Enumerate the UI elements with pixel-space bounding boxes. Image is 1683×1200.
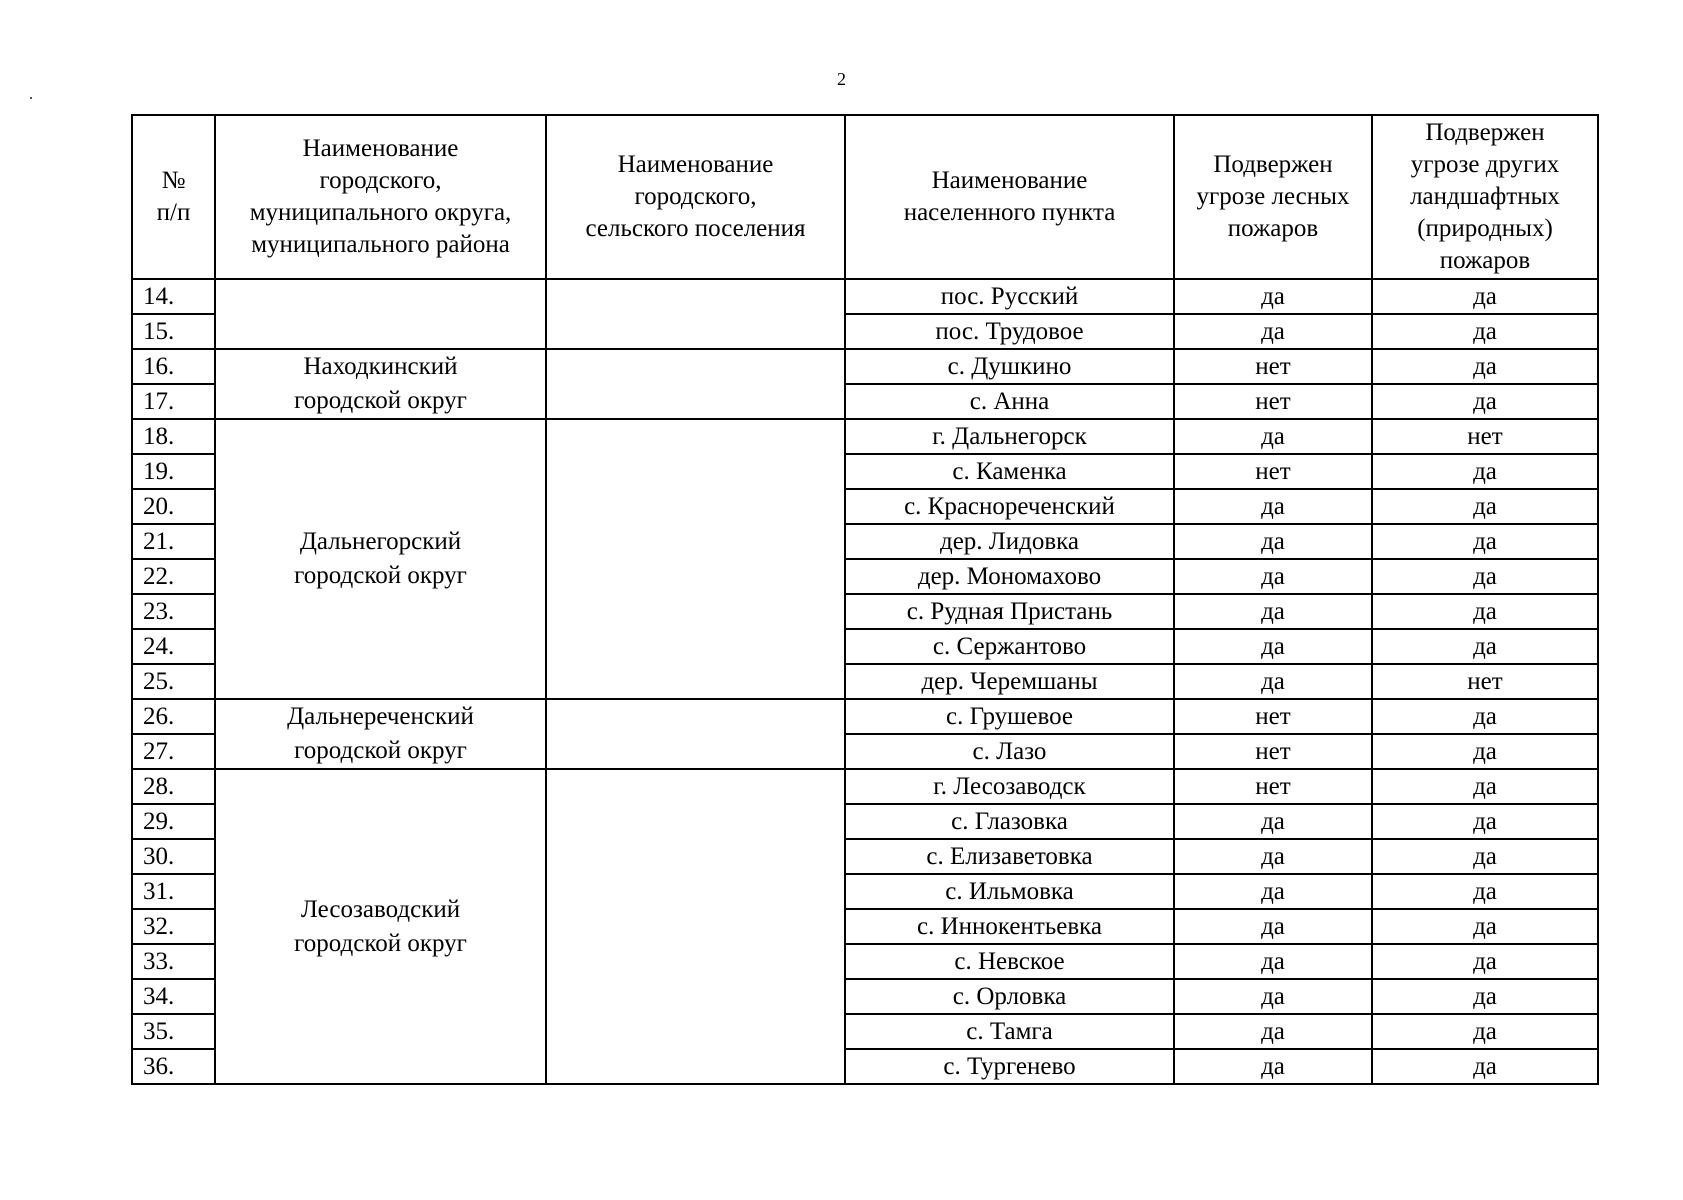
table-row <box>132 419 1598 454</box>
locality-name: пос. Трудовое <box>845 314 1174 349</box>
settlement-name <box>546 349 845 419</box>
forest-fire-threat: да <box>1174 839 1372 874</box>
row-number: 18. <box>132 419 215 454</box>
district-name-line: городской округ <box>294 737 467 764</box>
locality-name: с. Лазо <box>845 734 1174 769</box>
row-number: 31. <box>132 874 215 909</box>
header-line: № <box>161 167 186 194</box>
locality-name: пос. Русский <box>845 279 1174 314</box>
landscape-fire-threat: да <box>1372 594 1598 629</box>
page-number: 2 <box>837 69 846 89</box>
landscape-fire-threat: да <box>1372 734 1598 769</box>
locality-name: с. Елизаветовка <box>845 839 1174 874</box>
localities-table <box>131 114 1599 1085</box>
forest-fire-threat: да <box>1174 419 1372 454</box>
header-line: п/п <box>156 199 191 226</box>
landscape-fire-threat: да <box>1372 629 1598 664</box>
locality-name: с. Каменка <box>845 454 1174 489</box>
row-number: 25. <box>132 664 215 699</box>
header-line: муниципального округа, <box>249 199 512 226</box>
landscape-fire-threat: да <box>1372 559 1598 594</box>
locality-name: дер. Мономахово <box>845 559 1174 594</box>
forest-fire-threat: да <box>1174 804 1372 839</box>
forest-fire-threat: да <box>1174 559 1372 594</box>
table-row <box>132 279 1598 314</box>
district-name <box>215 279 546 349</box>
landscape-fire-threat: да <box>1372 489 1598 524</box>
settlement-name <box>546 769 845 1084</box>
row-number: 24. <box>132 629 215 664</box>
district-name-line: Находкинский <box>303 353 458 380</box>
landscape-fire-threat: да <box>1372 804 1598 839</box>
landscape-fire-threat: нет <box>1372 664 1598 699</box>
header-line: Наименование <box>302 135 459 162</box>
forest-fire-threat: да <box>1174 594 1372 629</box>
forest-fire-threat: да <box>1174 664 1372 699</box>
district-name <box>215 769 546 1084</box>
forest-fire-threat: да <box>1174 314 1372 349</box>
locality-name: с. Грушевое <box>845 699 1174 734</box>
district-name-line: Лесозаводский <box>300 895 461 923</box>
header-line: угрозе других <box>1410 151 1560 178</box>
header-line: муниципального района <box>251 231 510 258</box>
locality-name: с. Рудная Пристань <box>845 594 1174 629</box>
row-number: 30. <box>132 839 215 874</box>
locality-name: с. Анна <box>845 384 1174 419</box>
district-name-line: городской округ <box>294 562 467 589</box>
header-line: (природных) <box>1417 215 1553 242</box>
row-number: 15. <box>132 314 215 349</box>
row-number: 29. <box>132 804 215 839</box>
row-number: 26. <box>132 699 215 734</box>
locality-name: г. Дальнегорск <box>845 419 1174 454</box>
landscape-fire-threat: да <box>1372 909 1598 944</box>
locality-name: г. Лесозаводск <box>845 769 1174 804</box>
header-line: городского, <box>319 167 442 194</box>
header-line: Наименование <box>931 167 1088 194</box>
landscape-fire-threat: да <box>1372 384 1598 419</box>
landscape-fire-threat: да <box>1372 979 1598 1014</box>
landscape-fire-threat: нет <box>1372 419 1598 454</box>
table-row <box>132 769 1598 804</box>
locality-name: с. Тургенево <box>845 1049 1174 1084</box>
locality-name: с. Орловка <box>845 979 1174 1014</box>
header-line: Подвержен <box>1425 119 1545 146</box>
row-number: 27. <box>132 734 215 769</box>
landscape-fire-threat: да <box>1372 769 1598 804</box>
header-line: населенного пункта <box>903 199 1116 226</box>
forest-fire-threat: нет <box>1174 699 1372 734</box>
locality-name: с. Душкино <box>845 349 1174 384</box>
district-name <box>215 349 546 419</box>
landscape-fire-threat: да <box>1372 1014 1598 1049</box>
locality-name: дер. Черемшаны <box>845 664 1174 699</box>
header-line: сельского поселения <box>585 215 806 242</box>
locality-name: дер. Лидовка <box>845 524 1174 559</box>
table-body <box>132 279 1598 1084</box>
locality-name: с. Краснореченский <box>845 489 1174 524</box>
header-settlement <box>546 115 845 279</box>
header-line: Подвержен <box>1213 151 1333 178</box>
header-line: Наименование <box>617 151 774 178</box>
forest-fire-threat: да <box>1174 874 1372 909</box>
row-number: 33. <box>132 944 215 979</box>
district-name <box>215 699 546 769</box>
forest-fire-threat: нет <box>1174 384 1372 419</box>
landscape-fire-threat: да <box>1372 944 1598 979</box>
settlement-name <box>546 699 845 769</box>
district-name <box>215 419 546 699</box>
landscape-fire-threat: да <box>1372 279 1598 314</box>
forest-fire-threat: да <box>1174 1049 1372 1084</box>
forest-fire-threat: да <box>1174 979 1372 1014</box>
forest-fire-threat: нет <box>1174 769 1372 804</box>
forest-fire-threat: да <box>1174 909 1372 944</box>
settlement-name <box>546 279 845 349</box>
header-district <box>215 115 546 279</box>
forest-fire-threat: да <box>1174 629 1372 664</box>
district-name-line: городской округ <box>294 387 467 414</box>
landscape-fire-threat: да <box>1372 839 1598 874</box>
forest-fire-threat: да <box>1174 489 1372 524</box>
header-forest-fire <box>1174 115 1372 279</box>
header-num <box>132 115 215 279</box>
header-line: пожаров <box>1439 247 1531 274</box>
forest-fire-threat: нет <box>1174 734 1372 769</box>
district-name-line: Дальнереченский <box>287 703 474 730</box>
forest-fire-threat: нет <box>1174 454 1372 489</box>
locality-name: с. Сержантово <box>845 629 1174 664</box>
forest-fire-threat: да <box>1174 279 1372 314</box>
settlement-name <box>546 419 845 699</box>
landscape-fire-threat: да <box>1372 524 1598 559</box>
row-number: 23. <box>132 594 215 629</box>
forest-fire-threat: да <box>1174 524 1372 559</box>
landscape-fire-threat: да <box>1372 874 1598 909</box>
row-number: 35. <box>132 1014 215 1049</box>
landscape-fire-threat: да <box>1372 1049 1598 1084</box>
forest-fire-threat: да <box>1174 1014 1372 1049</box>
district-name-line: Дальнегорский <box>299 528 462 555</box>
table-row <box>132 349 1598 384</box>
scan-artifact <box>30 97 32 99</box>
header-locality <box>845 115 1174 279</box>
locality-name: с. Глазовка <box>845 804 1174 839</box>
row-number: 21. <box>132 524 215 559</box>
landscape-fire-threat: да <box>1372 349 1598 384</box>
locality-name: с. Ильмовка <box>845 874 1174 909</box>
header-line: пожаров <box>1227 215 1319 242</box>
district-name-line: городской округ <box>294 929 467 957</box>
landscape-fire-threat: да <box>1372 454 1598 489</box>
row-number: 14. <box>132 279 215 314</box>
table-row <box>132 699 1598 734</box>
row-number: 36. <box>132 1049 215 1084</box>
locality-name: с. Невское <box>845 944 1174 979</box>
row-number: 16. <box>132 349 215 384</box>
forest-fire-threat: да <box>1174 944 1372 979</box>
row-number: 34. <box>132 979 215 1014</box>
header-line: ландшафтных <box>1410 183 1560 210</box>
row-number: 19. <box>132 454 215 489</box>
header-line: угрозе лесных <box>1196 183 1350 210</box>
header-line: городского, <box>634 183 757 210</box>
header-row <box>132 115 1598 279</box>
row-number: 28. <box>132 769 215 804</box>
locality-name: с. Иннокентьевка <box>845 909 1174 944</box>
landscape-fire-threat: да <box>1372 699 1598 734</box>
row-number: 17. <box>132 384 215 419</box>
row-number: 22. <box>132 559 215 594</box>
header-landscape-fire <box>1372 115 1598 279</box>
landscape-fire-threat: да <box>1372 314 1598 349</box>
locality-name: с. Тамга <box>845 1014 1174 1049</box>
forest-fire-threat: нет <box>1174 349 1372 384</box>
row-number: 20. <box>132 489 215 524</box>
row-number: 32. <box>132 909 215 944</box>
